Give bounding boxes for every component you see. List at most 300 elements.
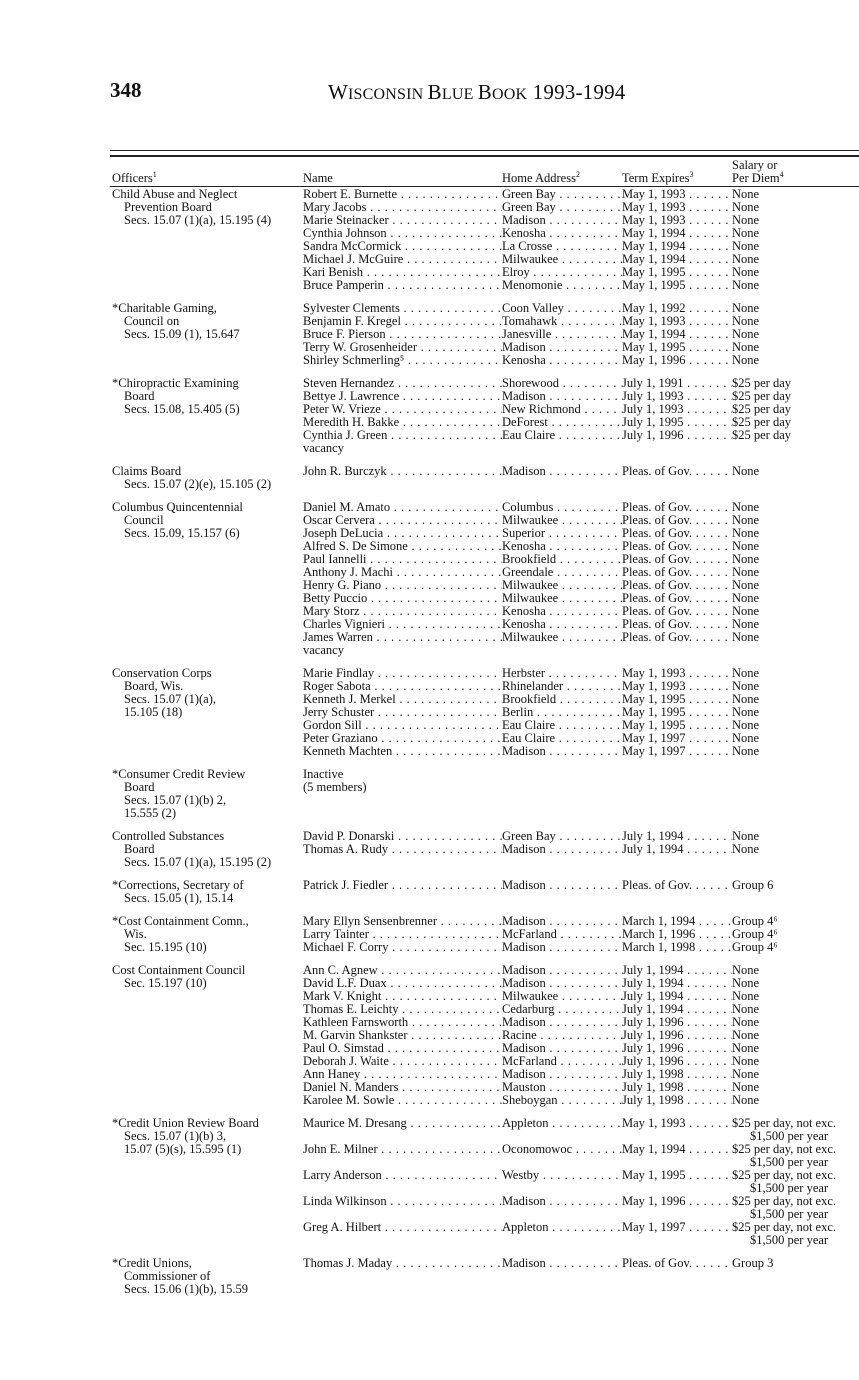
officer-title — [112, 465, 303, 491]
term-expires: Pleas. of Gov. . . . — [622, 579, 732, 592]
officer-title-line: Board — [124, 389, 155, 403]
home-address: Kenosha . . . — [502, 540, 622, 553]
top-rule-double — [110, 155, 859, 157]
member-name: Bettye J. Lawrence . . . — [303, 390, 502, 403]
salary — [732, 941, 859, 954]
home-address: Tomahawk . . . — [502, 315, 622, 328]
officer-title-line: *Consumer Credit Review — [112, 767, 246, 781]
top-rule — [110, 150, 859, 151]
officer-title — [112, 768, 303, 820]
home-address: Kenosha . . . — [502, 354, 622, 367]
member-rows — [303, 1257, 859, 1296]
officer-title-line: 15.555 (2) — [124, 806, 177, 820]
member-name: Mark V. Knight . . . — [303, 990, 502, 1003]
salary — [732, 781, 859, 794]
salary-value: $25 per day — [732, 389, 792, 403]
salary-cap: $1,500 per year — [750, 1181, 829, 1195]
table-row — [303, 429, 859, 442]
term-expires: May 1, 1995 . . . — [622, 1169, 732, 1195]
term-expires: July 1, 1994 . . . — [622, 977, 732, 990]
term-expires: July 1, 1994 . . . — [622, 830, 732, 843]
term-expires: July 1, 1991 . . . — [622, 377, 732, 390]
home-address: Berlin . . . — [502, 706, 622, 719]
officer-title — [112, 879, 303, 905]
officer-title-line: Commissioner of — [124, 1269, 211, 1283]
member-name: Alfred S. De Simone . . . — [303, 540, 502, 553]
home-address: Madison . . . — [502, 843, 622, 856]
officer-title-line: Columbus Quincentennial — [112, 500, 243, 514]
member-name: Kenneth J. Merkel . . . — [303, 693, 502, 706]
officer-title-line: Council on — [124, 314, 180, 328]
term-expires: July 1, 1998 . . . — [622, 1081, 732, 1094]
salary — [732, 1257, 859, 1270]
salary-value: None — [732, 718, 760, 732]
salary-value: None — [732, 539, 760, 553]
member-name: Karolee M. Sowle . . . — [303, 1094, 502, 1107]
term-expires: July 1, 1996 . . . — [622, 1055, 732, 1068]
officer-title-line: Secs. 15.07 (1)(a), 15.195 (2) — [124, 855, 272, 869]
home-address: DeForest . . . — [502, 416, 622, 429]
term-expires: Pleas. of Gov. . . . — [622, 553, 732, 566]
table-row — [303, 227, 859, 240]
officer-title-line: 15.105 (18) — [124, 705, 183, 719]
salary-value: None — [732, 1002, 760, 1016]
home-address: Milwaukee . . . — [502, 990, 622, 1003]
term-expires: Pleas. of Gov. . . . — [622, 1257, 732, 1270]
table-row — [303, 328, 859, 341]
term-expires: July 1, 1998 . . . — [622, 1094, 732, 1107]
home-address: Madison . . . — [502, 465, 622, 478]
table-row — [303, 566, 859, 579]
member-name: Anthony J. Machi . . . — [303, 566, 502, 579]
officer-title — [112, 1117, 303, 1247]
salary-value: Group 6 — [732, 878, 774, 892]
salary — [732, 879, 859, 892]
officer-title — [112, 1257, 303, 1296]
table-row — [303, 693, 859, 706]
term-expires: Pleas. of Gov. . . . — [622, 618, 732, 631]
officer-title-line: *Chiropractic Examining — [112, 376, 239, 390]
home-address: Milwaukee . . . — [502, 592, 622, 605]
officer-group — [112, 915, 859, 954]
member-name: Peter Graziano . . . — [303, 732, 502, 745]
salary — [732, 631, 859, 644]
home-address: Madison . . . — [502, 915, 622, 928]
table-row — [303, 1143, 859, 1169]
salary-value: $25 per day, not exc. — [732, 1142, 837, 1156]
home-address: Cedarburg . . . — [502, 1003, 622, 1016]
officer-title-line: *Credit Union Review Board — [112, 1116, 259, 1130]
officer-title — [112, 377, 303, 455]
salary-value: None — [732, 278, 760, 292]
officer-title — [112, 302, 303, 367]
officer-group — [112, 964, 859, 1107]
member-name: Daniel M. Amato . . . — [303, 501, 502, 514]
page-number: 348 — [110, 78, 142, 102]
term-expires: May 1, 1994 . . . — [622, 253, 732, 266]
table-row — [303, 1055, 859, 1068]
term-expires: May 1, 1993 . . . — [622, 315, 732, 328]
term-expires: May 1, 1995 . . . — [622, 706, 732, 719]
term-expires: July 1, 1996 . . . — [622, 1042, 732, 1055]
salary-value: Group 4⁶ — [732, 914, 778, 928]
table-row — [303, 1029, 859, 1042]
officer-title-line: Secs. 15.05 (1), 15.14 — [124, 891, 234, 905]
salary — [732, 745, 859, 758]
table-row — [303, 592, 859, 605]
member-name: Mary Jacobs . . . — [303, 201, 502, 214]
term-expires: May 1, 1996 . . . — [622, 354, 732, 367]
member-name: Peter W. Vrieze . . . — [303, 403, 502, 416]
member-name: Maurice M. Dresang . . . — [303, 1117, 502, 1143]
member-rows — [303, 1117, 859, 1247]
member-rows — [303, 377, 859, 455]
table-row — [303, 501, 859, 514]
salary-value: None — [732, 1054, 760, 1068]
member-name: John E. Milner . . . — [303, 1143, 502, 1169]
home-address: Brookfield . . . — [502, 693, 622, 706]
member-name: Cynthia Johnson . . . — [303, 227, 502, 240]
table-row — [303, 732, 859, 745]
member-name: Terry W. Grosenheider . . . — [303, 341, 502, 354]
salary-value: None — [732, 565, 760, 579]
salary — [732, 279, 859, 292]
salary-value: None — [732, 617, 760, 631]
member-name: Linda Wilkinson . . . — [303, 1195, 502, 1221]
column-header-salary: Salary or Per Diem$^4$ — [732, 158, 784, 185]
term-expires: Pleas. of Gov. . . . — [622, 514, 732, 527]
home-address — [502, 442, 622, 455]
member-name: John R. Burczyk . . . — [303, 465, 502, 478]
column-header-term-expires: Term Expires$^3$ — [622, 169, 694, 185]
member-name: Thomas E. Leichty . . . — [303, 1003, 502, 1016]
term-expires: May 1, 1994 . . . — [622, 1143, 732, 1169]
member-name: Michael J. McGuire . . . — [303, 253, 502, 266]
table-row — [303, 719, 859, 732]
officer-group — [112, 667, 859, 758]
officers-table — [112, 188, 859, 1296]
salary-value: None — [732, 1028, 760, 1042]
officer-title-line: Secs. 15.06 (1)(b), 15.59 — [124, 1282, 248, 1296]
home-address: Elroy . . . — [502, 266, 622, 279]
officer-group — [112, 188, 859, 292]
salary-value: None — [732, 187, 760, 201]
term-expires: July 1, 1994 . . . — [622, 964, 732, 977]
term-expires: July 1, 1996 . . . — [622, 1016, 732, 1029]
term-expires: May 1, 1993 . . . — [622, 188, 732, 201]
salary — [732, 1143, 859, 1169]
officer-group — [112, 501, 859, 657]
term-expires: July 1, 1998 . . . — [622, 1068, 732, 1081]
salary-value: None — [732, 500, 760, 514]
member-name: Larry Tainter . . . — [303, 928, 502, 941]
home-address: Greendale . . . — [502, 566, 622, 579]
officer-title-line: Board — [124, 842, 155, 856]
member-name: Cynthia J. Green . . . — [303, 429, 502, 442]
term-expires: March 1, 1994 . . . — [622, 915, 732, 928]
member-name: Kathleen Farnsworth . . . — [303, 1016, 502, 1029]
officer-title-line: Claims Board — [112, 464, 182, 478]
term-expires: Pleas. of Gov. . . . — [622, 540, 732, 553]
term-expires: July 1, 1993 . . . — [622, 403, 732, 416]
officer-title-line: Controlled Substances — [112, 829, 225, 843]
member-name: Joseph DeLucia . . . — [303, 527, 502, 540]
member-name: Kenneth Machten . . . — [303, 745, 502, 758]
officer-group — [112, 302, 859, 367]
member-name: Daniel N. Manders . . . — [303, 1081, 502, 1094]
salary-cap: $1,500 per year — [750, 1207, 829, 1221]
home-address: Milwaukee . . . — [502, 579, 622, 592]
officer-title-line: 15.07 (5)(s), 15.595 (1) — [124, 1142, 242, 1156]
table-row — [303, 553, 859, 566]
home-address — [502, 781, 622, 794]
salary — [732, 1221, 859, 1247]
term-expires: Pleas. of Gov. . . . — [622, 566, 732, 579]
home-address: Green Bay . . . — [502, 830, 622, 843]
salary-value: None — [732, 552, 760, 566]
salary-value: None — [732, 976, 760, 990]
home-address: Green Bay . . . — [502, 201, 622, 214]
home-address: Milwaukee . . . — [502, 631, 622, 644]
term-expires: May 1, 1993 . . . — [622, 680, 732, 693]
home-address: Herbster . . . — [502, 667, 622, 680]
member-name: Oscar Cervera . . . — [303, 514, 502, 527]
member-name: Benjamin F. Kregel . . . — [303, 315, 502, 328]
officer-title-line: Secs. 15.07 (1)(a), — [124, 692, 216, 706]
table-row — [303, 667, 859, 680]
salary — [732, 1169, 859, 1195]
salary-value: None — [732, 842, 760, 856]
table-row — [303, 354, 859, 367]
table-row — [303, 990, 859, 1003]
term-expires — [622, 768, 732, 781]
home-address: Mauston . . . — [502, 1081, 622, 1094]
table-row — [303, 540, 859, 553]
member-name: Ann C. Agnew . . . — [303, 964, 502, 977]
salary-value: None — [732, 731, 760, 745]
salary-value: None — [732, 1041, 760, 1055]
member-name: Betty Puccio . . . — [303, 592, 502, 605]
table-row — [303, 1081, 859, 1094]
member-rows — [303, 768, 859, 820]
home-address: Madison . . . — [502, 1068, 622, 1081]
member-name: Michael F. Corry . . . — [303, 941, 502, 954]
column-header-officers: Officers$^1$ — [112, 169, 157, 185]
home-address: Madison . . . — [502, 745, 622, 758]
home-address: Green Bay . . . — [502, 188, 622, 201]
officer-title-line: Council — [124, 513, 164, 527]
member-rows — [303, 465, 859, 491]
member-name: Inactive — [303, 768, 344, 781]
term-expires: May 1, 1995 . . . — [622, 266, 732, 279]
term-expires: May 1, 1997 . . . — [622, 745, 732, 758]
salary-value: None — [732, 252, 760, 266]
member-name: Meredith H. Bakke . . . — [303, 416, 502, 429]
table-row — [303, 341, 859, 354]
officer-title-line: Sec. 15.195 (10) — [124, 940, 207, 954]
table-row — [303, 977, 859, 990]
salary-value: None — [732, 679, 760, 693]
salary — [732, 465, 859, 478]
term-expires: July 1, 1993 . . . — [622, 390, 732, 403]
home-address: Kenosha . . . — [502, 227, 622, 240]
table-row — [303, 266, 859, 279]
table-row — [303, 1195, 859, 1221]
term-expires: July 1, 1994 . . . — [622, 843, 732, 856]
page-title: WISCONSIN BLUE BOOK 1993-1994 — [328, 80, 626, 104]
salary-value: $25 per day, not exc. — [732, 1168, 837, 1182]
home-address: Madison . . . — [502, 1016, 622, 1029]
officer-group — [112, 768, 859, 820]
officer-title-line: Board, Wis. — [124, 679, 184, 693]
member-name: Jerry Schuster . . . — [303, 706, 502, 719]
member-name: Paul Iannelli . . . — [303, 553, 502, 566]
salary-value: None — [732, 239, 760, 253]
salary-value: $25 per day, not exc. — [732, 1194, 837, 1208]
home-address: McFarland . . . — [502, 928, 622, 941]
term-expires — [622, 442, 732, 455]
member-name: Roger Sabota . . . — [303, 680, 502, 693]
home-address: Appleton . . . — [502, 1221, 622, 1247]
officer-title-line: *Cost Containment Comn., — [112, 914, 249, 928]
home-address: Madison . . . — [502, 390, 622, 403]
home-address: Brookfield . . . — [502, 553, 622, 566]
salary — [732, 843, 859, 856]
table-row — [303, 188, 859, 201]
table-row — [303, 781, 859, 794]
term-expires: May 1, 1993 . . . — [622, 1117, 732, 1143]
table-row — [303, 830, 859, 843]
home-address: Eau Claire . . . — [502, 732, 622, 745]
officer-title — [112, 188, 303, 292]
salary-cap: $1,500 per year — [750, 1129, 829, 1143]
table-row — [303, 1068, 859, 1081]
salary — [732, 354, 859, 367]
home-address: Madison . . . — [502, 941, 622, 954]
officer-title-line: Conservation Corps — [112, 666, 212, 680]
table-row — [303, 1042, 859, 1055]
salary-value: $25 per day, not exc. — [732, 1116, 837, 1130]
member-name: Steven Hernandez . . . — [303, 377, 502, 390]
officer-title-line: Cost Containment Council — [112, 963, 246, 977]
officer-title — [112, 667, 303, 758]
home-address: Columbus . . . — [502, 501, 622, 514]
home-address: Coon Valley . . . — [502, 302, 622, 315]
home-address: Sheboygan . . . — [502, 1094, 622, 1107]
column-header-home-address: Home Address$^2$ — [502, 169, 580, 185]
term-expires: Pleas. of Gov. . . . — [622, 465, 732, 478]
member-name: Sylvester Clements . . . — [303, 302, 502, 315]
member-name: David L.F. Duax . . . — [303, 977, 502, 990]
member-name: Mary Storz . . . — [303, 605, 502, 618]
member-rows — [303, 188, 859, 292]
table-row — [303, 1003, 859, 1016]
home-address: Kenosha . . . — [502, 605, 622, 618]
table-row — [303, 201, 859, 214]
term-expires: July 1, 1994 . . . — [622, 1003, 732, 1016]
member-name: Shirley Schmerling⁵ . . . — [303, 354, 502, 367]
home-address: Racine . . . — [502, 1029, 622, 1042]
officer-title-line: Secs. 15.07 (2)(e), 15.105 (2) — [124, 477, 272, 491]
table-row — [303, 706, 859, 719]
term-expires: May 1, 1996 . . . — [622, 1195, 732, 1221]
officer-title-line: Prevention Board — [124, 200, 212, 214]
officer-title — [112, 501, 303, 657]
member-name: Paul O. Simstad . . . — [303, 1042, 502, 1055]
term-expires: May 1, 1995 . . . — [622, 279, 732, 292]
home-address: Madison . . . — [502, 214, 622, 227]
member-name: Kari Benish . . . — [303, 266, 502, 279]
salary — [732, 429, 859, 442]
salary-value: None — [732, 327, 760, 341]
member-name: Larry Anderson . . . — [303, 1169, 502, 1195]
member-name: Thomas J. Maday . . . — [303, 1257, 502, 1270]
salary — [732, 768, 859, 781]
officer-group — [112, 377, 859, 455]
member-name: Mary Ellyn Sensenbrenner . . . — [303, 915, 502, 928]
salary-value: None — [732, 200, 760, 214]
salary-value: Group 4⁶ — [732, 940, 778, 954]
member-name: (5 members) — [303, 781, 367, 794]
salary-value: None — [732, 1067, 760, 1081]
salary-value: None — [732, 353, 760, 367]
salary-value: $25 per day — [732, 402, 792, 416]
table-row — [303, 214, 859, 227]
table-row — [303, 302, 859, 315]
term-expires: Pleas. of Gov. . . . — [622, 592, 732, 605]
home-address: Eau Claire . . . — [502, 719, 622, 732]
home-address — [502, 644, 622, 657]
home-address: Westby . . . — [502, 1169, 622, 1195]
home-address: Superior . . . — [502, 527, 622, 540]
home-address: Rhinelander . . . — [502, 680, 622, 693]
term-expires: May 1, 1993 . . . — [622, 201, 732, 214]
member-name: Deborah J. Waite . . . — [303, 1055, 502, 1068]
salary — [732, 1117, 859, 1143]
salary-value: None — [732, 1015, 760, 1029]
term-expires: July 1, 1994 . . . — [622, 990, 732, 1003]
home-address: Madison . . . — [502, 1195, 622, 1221]
home-address: Madison . . . — [502, 1257, 622, 1270]
member-name: Greg A. Hilbert . . . — [303, 1221, 502, 1247]
member-name: M. Garvin Shankster . . . — [303, 1029, 502, 1042]
member-rows — [303, 830, 859, 869]
home-address: Kenosha . . . — [502, 618, 622, 631]
home-address: Shorewood . . . — [502, 377, 622, 390]
table-row — [303, 843, 859, 856]
home-address: Madison . . . — [502, 879, 622, 892]
table-row — [303, 579, 859, 592]
term-expires: Pleas. of Gov. . . . — [622, 501, 732, 514]
salary — [732, 644, 859, 657]
salary-value: None — [732, 829, 760, 843]
salary-value: None — [732, 340, 760, 354]
home-address: McFarland . . . — [502, 1055, 622, 1068]
member-rows — [303, 667, 859, 758]
salary-value: $25 per day — [732, 428, 792, 442]
term-expires: March 1, 1998 . . . — [622, 941, 732, 954]
officer-group — [112, 1117, 859, 1247]
salary-cap: $1,500 per year — [750, 1233, 829, 1247]
table-row — [303, 768, 859, 781]
member-rows — [303, 964, 859, 1107]
salary-value: None — [732, 526, 760, 540]
term-expires: Pleas. of Gov. . . . — [622, 631, 732, 644]
officer-group — [112, 1257, 859, 1296]
officer-group — [112, 879, 859, 905]
column-header-name: Name — [303, 171, 333, 185]
table-row — [303, 879, 859, 892]
